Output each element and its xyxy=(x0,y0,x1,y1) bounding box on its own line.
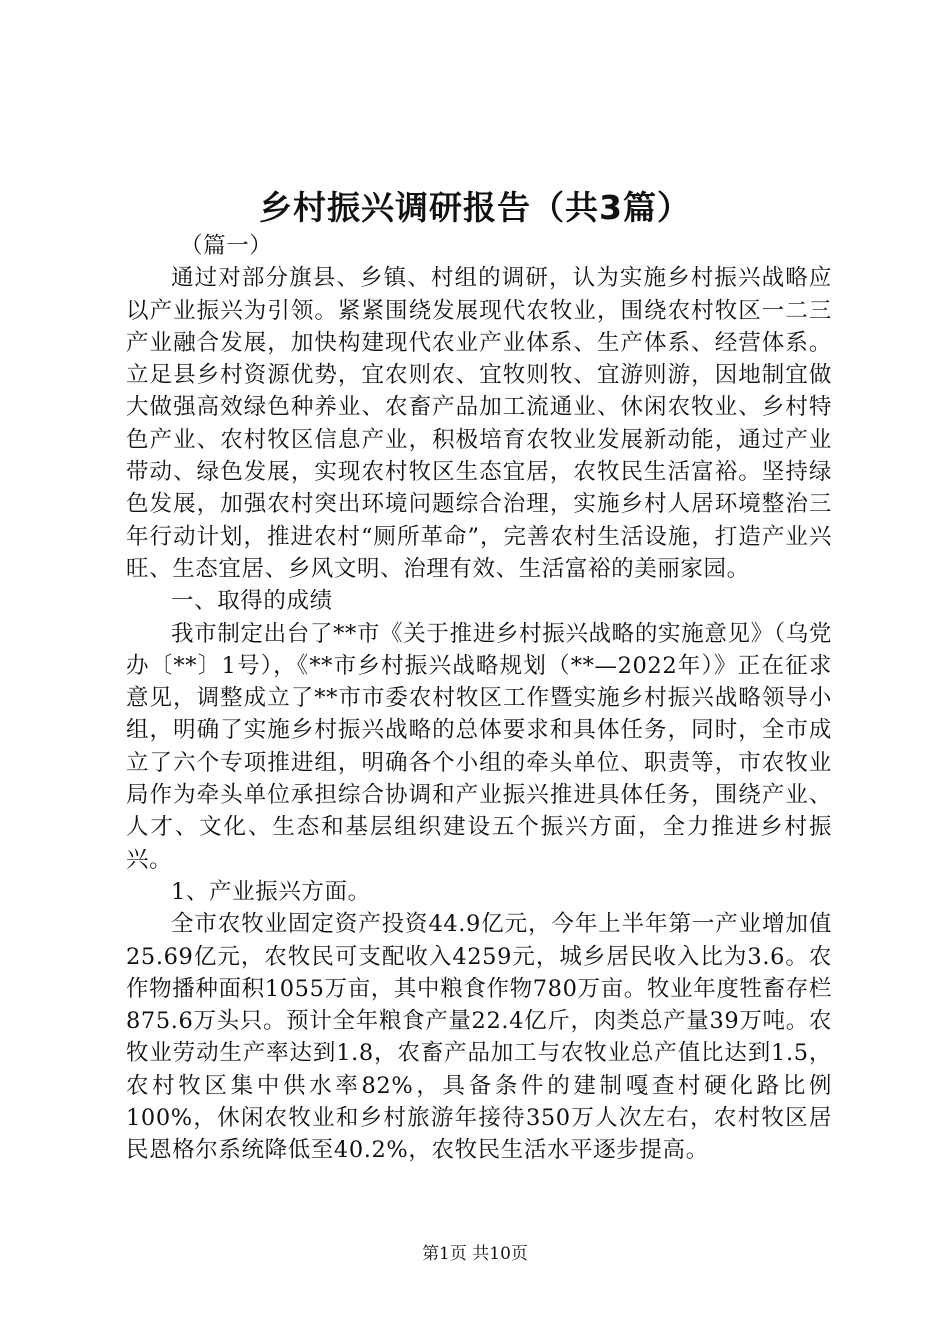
page-number: 第1页 共10页 xyxy=(422,1244,528,1264)
section-heading: 一、取得的成绩 xyxy=(171,588,333,615)
document-body xyxy=(126,230,832,1167)
industry-paragraph: 全市农牧业固定资产投资44.9亿元，今年上半年第一产业增加值25.69亿元，农牧民可支配收入4259元，城乡居民收入比为3.6。农作物播种面积1055万亩，其中粮食作物780万亩。牧业年度牲畜存栏875.6万头只。预计全年粮食产量22.4亿斤，肉类总产量39万吨。农牧业劳动生产率达到1.8，农畜产品加工与农牧业总产值比达到1.5，农村牧区集中供水率82%，具备条件的建制嘎查村硬化路比例100%，休闲农牧业和乡村旅游年接待350万人次左右，农村牧区居民恩格尔系统降低至40.2%，农牧民生活水平逐步提高。 xyxy=(126,911,832,1164)
section-label: （篇一） xyxy=(180,233,273,259)
achievements-paragraph: 我市制定出台了**市《关于推进乡村振兴战略的实施意见》（乌党办〔**〕1号），《**市乡村振兴战略规划（**—2022年）》正在征求意见，调整成立了**市市委农村牧区工作暨实施乡村振兴战略领导小组，明确了实施乡村振兴战略的总体要求和具体任务，同时，全市成立了六个专项推进组，明确各个小组的牵头单位、职责等，市农牧业局作为牵头单位承担综合协调和产业振兴推进具体任务，围绕产业、人才、文化、生态和基层组织建设五个振兴方面，全力推进乡村振兴。 xyxy=(126,620,832,873)
subsection-heading: 1、产业振兴方面。 xyxy=(171,878,371,905)
intro-paragraph: 通过对部分旗县、乡镇、村组的调研，认为实施乡村振兴战略应以产业振兴为引领。紧紧围绕发展现代农牧业，围绕农村牧区一二三产业融合发展，加快构建现代农业产业体系、生产体系、经营体系。立足县乡村资源优势，宜农则农、宜牧则牧、宜游则游，因地制宜做大做强高效绿色种养业、农畜产品加工流通业、休闲农牧业、乡村特色产业、农村牧区信息产业，积极培育农牧业发展新动能，通过产业带动、绿色发展，实现农村牧区生态宜居，农牧民生活富裕。坚持绿色发展，加强农村突出环境问题综合治理，实施乡村人居环境整治三年行动计划，推进农村“厕所革命”，完善农村生活设施，打造产业兴旺、生态宜居、乡风文明、治理有效、生活富裕的美丽家园。 xyxy=(126,265,832,582)
document-title: 乡村振兴调研报告（共3篇） xyxy=(259,188,691,227)
